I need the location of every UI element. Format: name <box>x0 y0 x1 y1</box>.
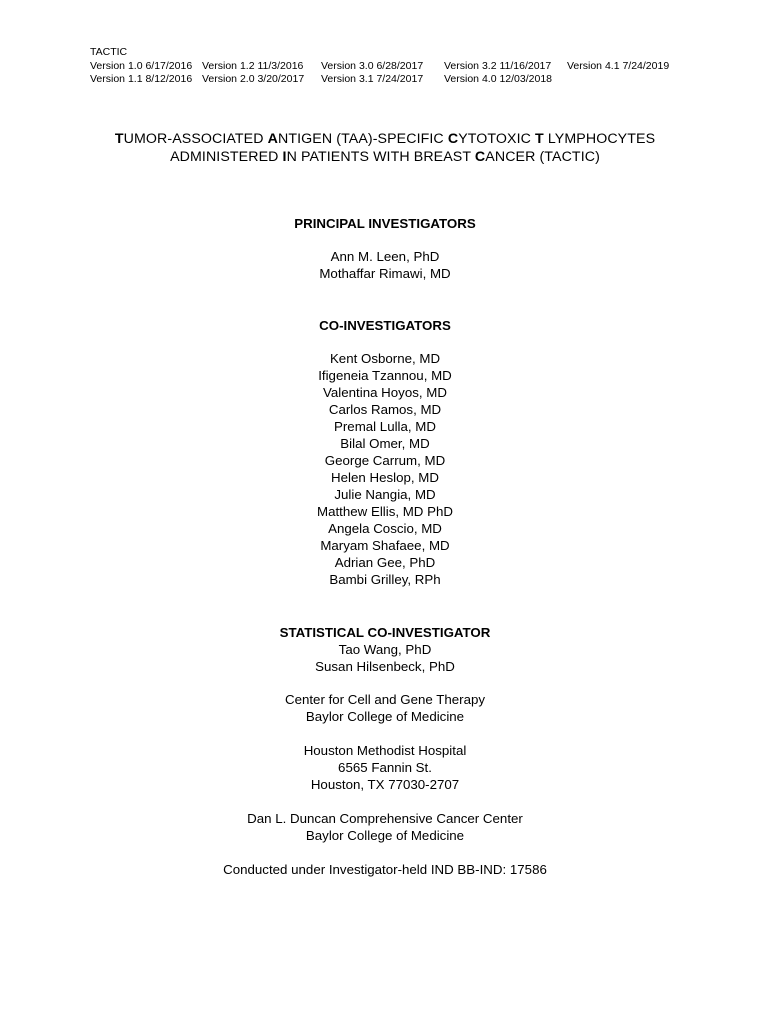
investigator-name: Susan Hilsenbeck, PhD <box>315 659 455 674</box>
investigator-name: Tao Wang, PhD <box>338 642 432 657</box>
version-entry: Version 2.0 3/20/2017 <box>202 73 305 85</box>
section-heading: CO-INVESTIGATORS <box>319 318 451 333</box>
ind-statement: Conducted under Investigator-held IND BB-IND: 17586 <box>223 862 547 877</box>
section-heading: STATISTICAL CO-INVESTIGATOR <box>279 625 491 640</box>
investigator-name: Matthew Ellis, MD PhD <box>317 504 453 519</box>
title-segment: ANCER (TACTIC) <box>485 149 600 165</box>
version-entry: Version 4.0 12/03/2018 <box>444 73 553 85</box>
principal-investigators-section <box>0 215 770 282</box>
affiliation-line: 6565 Fannin St. <box>338 760 432 775</box>
investigator-name: Carlos Ramos, MD <box>328 402 442 417</box>
title-segment: T <box>535 131 544 147</box>
document-id: TACTIC <box>90 46 128 58</box>
version-entry: Version 1.2 11/3/2016 <box>202 60 304 72</box>
investigator-name: Bambi Grilley, RPh <box>329 572 441 587</box>
investigator-name: Julie Nangia, MD <box>334 487 436 502</box>
title-segment: N PATIENTS WITH BREAST <box>286 149 475 165</box>
investigator-name: Mothaffar Rimawi, MD <box>319 266 451 281</box>
title-segment: A <box>267 131 278 147</box>
title-segment: I <box>282 149 287 165</box>
version-entry: Version 4.1 7/24/2019 <box>567 60 670 72</box>
title-line <box>0 130 770 148</box>
title-segment: C <box>474 149 486 165</box>
investigator-name: Adrian Gee, PhD <box>334 555 436 570</box>
title-segment: UMOR-ASSOCIATED <box>123 131 268 147</box>
investigator-name: Angela Coscio, MD <box>328 521 442 536</box>
hospital-address <box>0 742 770 793</box>
center-affiliation <box>0 691 770 725</box>
document-header <box>90 46 670 88</box>
version-entry: Version 3.1 7/24/2017 <box>321 73 424 85</box>
investigator-name: Helen Heslop, MD <box>331 470 439 485</box>
investigator-name: Ifigeneia Tzannou, MD <box>318 368 452 383</box>
title-segment: NTIGEN (TAA)-SPECIFIC <box>278 131 448 147</box>
affiliation-line: Dan L. Duncan Comprehensive Cancer Center <box>247 811 523 826</box>
title-line <box>0 148 770 166</box>
affiliation-line: Baylor College of Medicine <box>305 709 465 724</box>
co-investigators-section <box>0 317 770 588</box>
title-segment: C <box>447 131 459 147</box>
section-heading: PRINCIPAL INVESTIGATORS <box>294 216 476 231</box>
title-segment: ADMINISTERED <box>170 149 283 165</box>
document-title <box>0 130 770 166</box>
version-entry: Version 3.2 11/16/2017 <box>444 60 552 72</box>
affiliation-line: Baylor College of Medicine <box>305 828 465 843</box>
version-entry: Version 1.1 8/12/2016 <box>90 73 193 85</box>
investigator-name: Valentina Hoyos, MD <box>323 385 447 400</box>
cancer-center-affiliation <box>0 810 770 844</box>
investigator-name: Ann M. Leen, PhD <box>330 249 440 264</box>
version-entry: Version 1.0 6/17/2016 <box>90 60 193 72</box>
affiliation-line: Houston, TX 77030-2707 <box>310 777 460 792</box>
affiliation-line: Center for Cell and Gene Therapy <box>284 692 486 707</box>
investigator-name: Premal Lulla, MD <box>334 419 436 434</box>
title-segment: YTOTOXIC <box>458 131 536 147</box>
affiliation-line: Houston Methodist Hospital <box>303 743 467 758</box>
investigator-name: Bilal Omer, MD <box>340 436 430 451</box>
version-history <box>90 60 670 88</box>
title-segment: LYMPHOCYTES <box>543 131 656 147</box>
co-investigator-list <box>0 350 770 588</box>
investigator-name: George Carrum, MD <box>324 453 446 468</box>
statistical-section <box>0 624 770 675</box>
investigator-name: Maryam Shafaee, MD <box>320 538 450 553</box>
version-entry: Version 3.0 6/28/2017 <box>321 60 424 72</box>
investigator-name: Kent Osborne, MD <box>329 351 441 366</box>
title-segment: T <box>114 131 124 147</box>
